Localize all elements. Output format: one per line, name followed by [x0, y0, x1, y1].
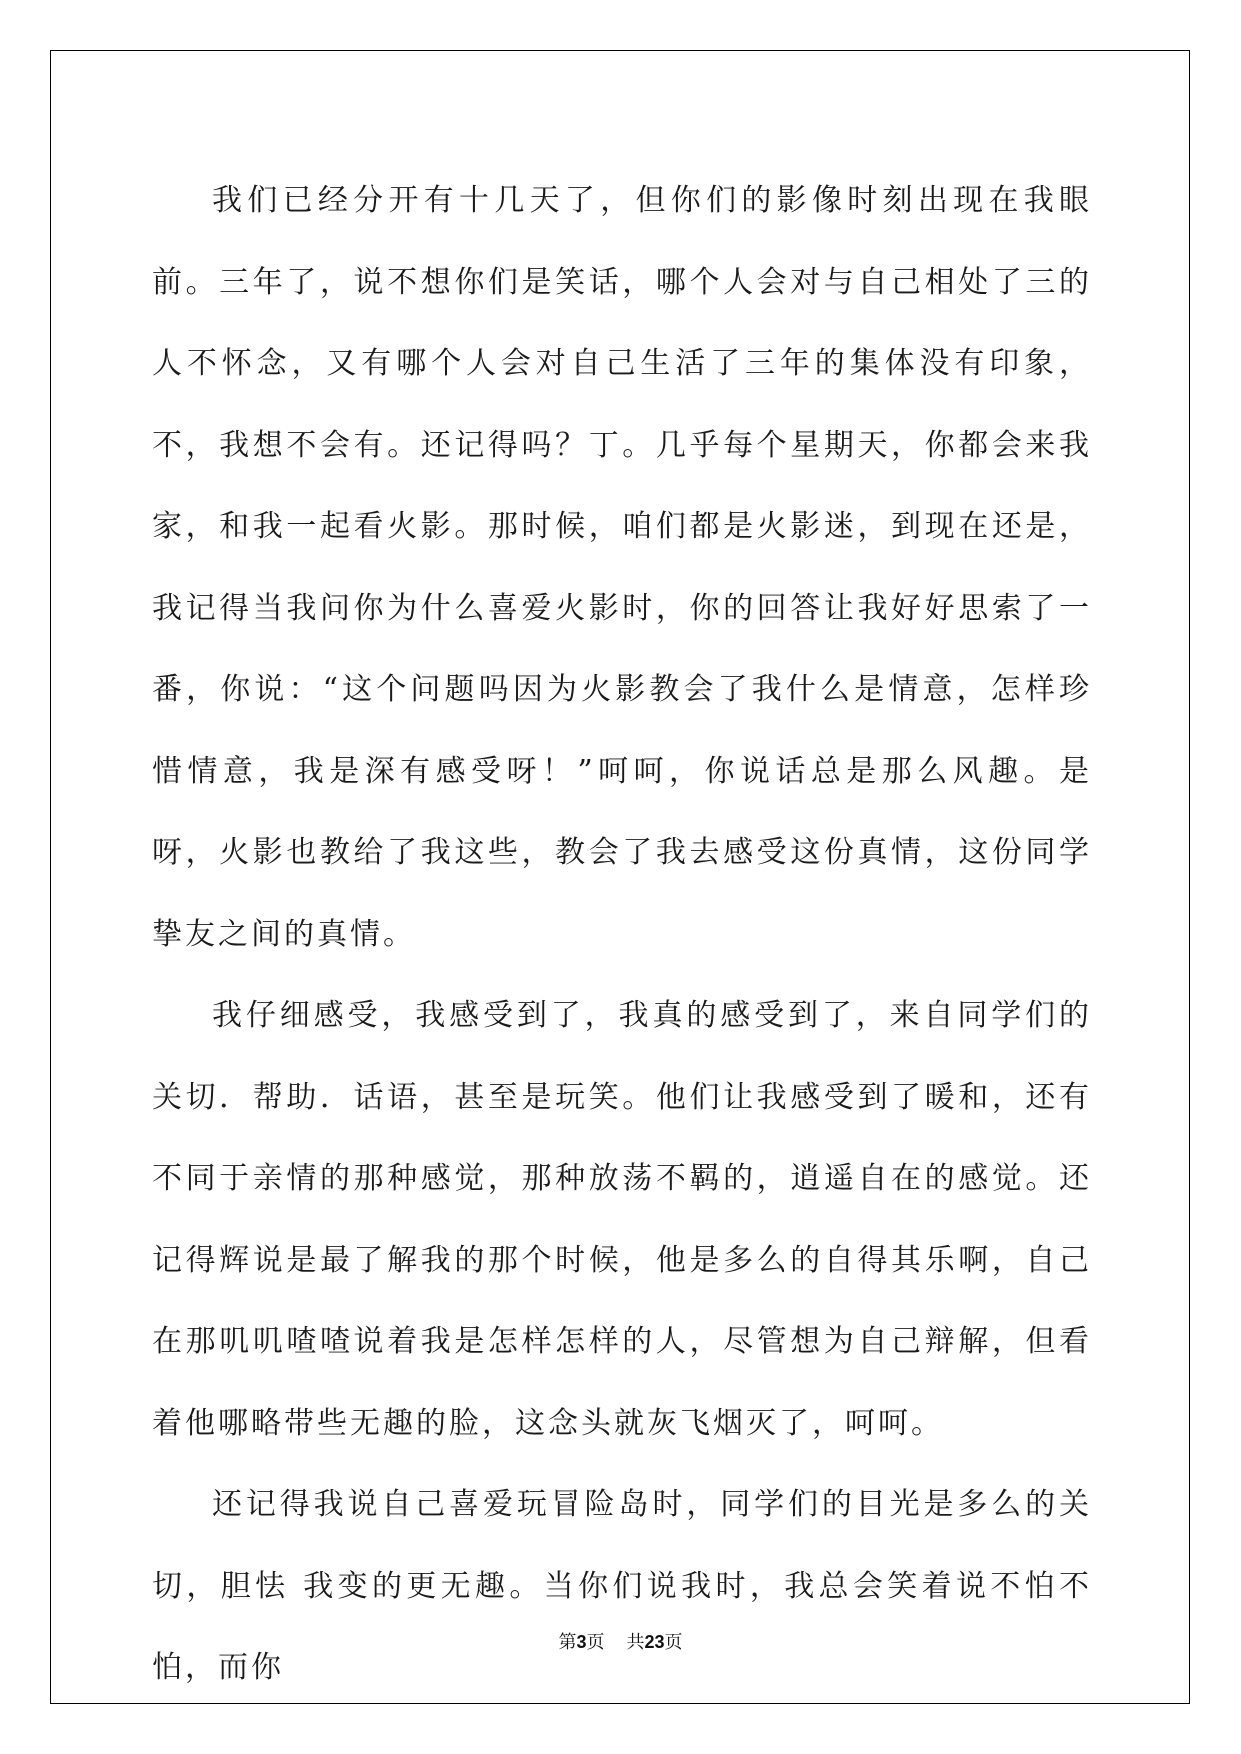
footer-prefix: 第	[558, 1632, 577, 1653]
document-body	[152, 160, 1092, 1709]
page-footer	[0, 1630, 1241, 1655]
paragraph-1: 我们已经分开有十几天了，但你们的影像时刻出现在我眼前。三年了，说不想你们是笑话，哪个人会对与自己相处了三的人不怀念，又有哪个人会对自己生活了三年的集体没有印象，不，我想不会有。还记得吗？丁。几乎每个星期天，你都会来我家，和我一起看火影。那时候，咱们都是火影迷，到现在还是，我记得当我问你为什么喜爱火影时，你的回答让我好好思索了一番，你说：“这个问题吗因为火影教会了我什么是情意，怎样珍惜情意，我是深有感受呀！”呵呵，你说话总是那么风趣。是呀，火影也教给了我这些，教会了我去感受这份真情，这份同学挚友之间的真情。	[152, 183, 1092, 952]
paragraph-2: 我仔细感受，我感受到了，我真的感受到了，来自同学们的关切．帮助．话语，甚至是玩笑。他们让我感受到了暖和，还有不同于亲情的那种感觉，那种放荡不羁的，逍遥自在的感觉。还记得辉说是最了解我的那个时候，他是多么的自得其乐啊，自己在那叽叽喳喳说着我是怎样怎样的人，尽管想为自己辩解，但看着他哪略带些无趣的脸，这念头就灰飞烟灭了，呵呵。	[152, 998, 1092, 1441]
footer-total-suffix: 页	[664, 1632, 683, 1653]
footer-page-suffix: 页	[586, 1632, 605, 1653]
paragraph-3: 还记得我说自己喜爱玩冒险岛时，同学们的目光是多么的关切，胆怯 我变的更无趣。当你们说我时，我总会笑着说不怕不怕，而你	[152, 1487, 1092, 1685]
footer-page-number: 3	[576, 1632, 587, 1652]
footer-total-prefix: 共	[626, 1632, 645, 1653]
footer-total-pages: 23	[644, 1632, 665, 1652]
